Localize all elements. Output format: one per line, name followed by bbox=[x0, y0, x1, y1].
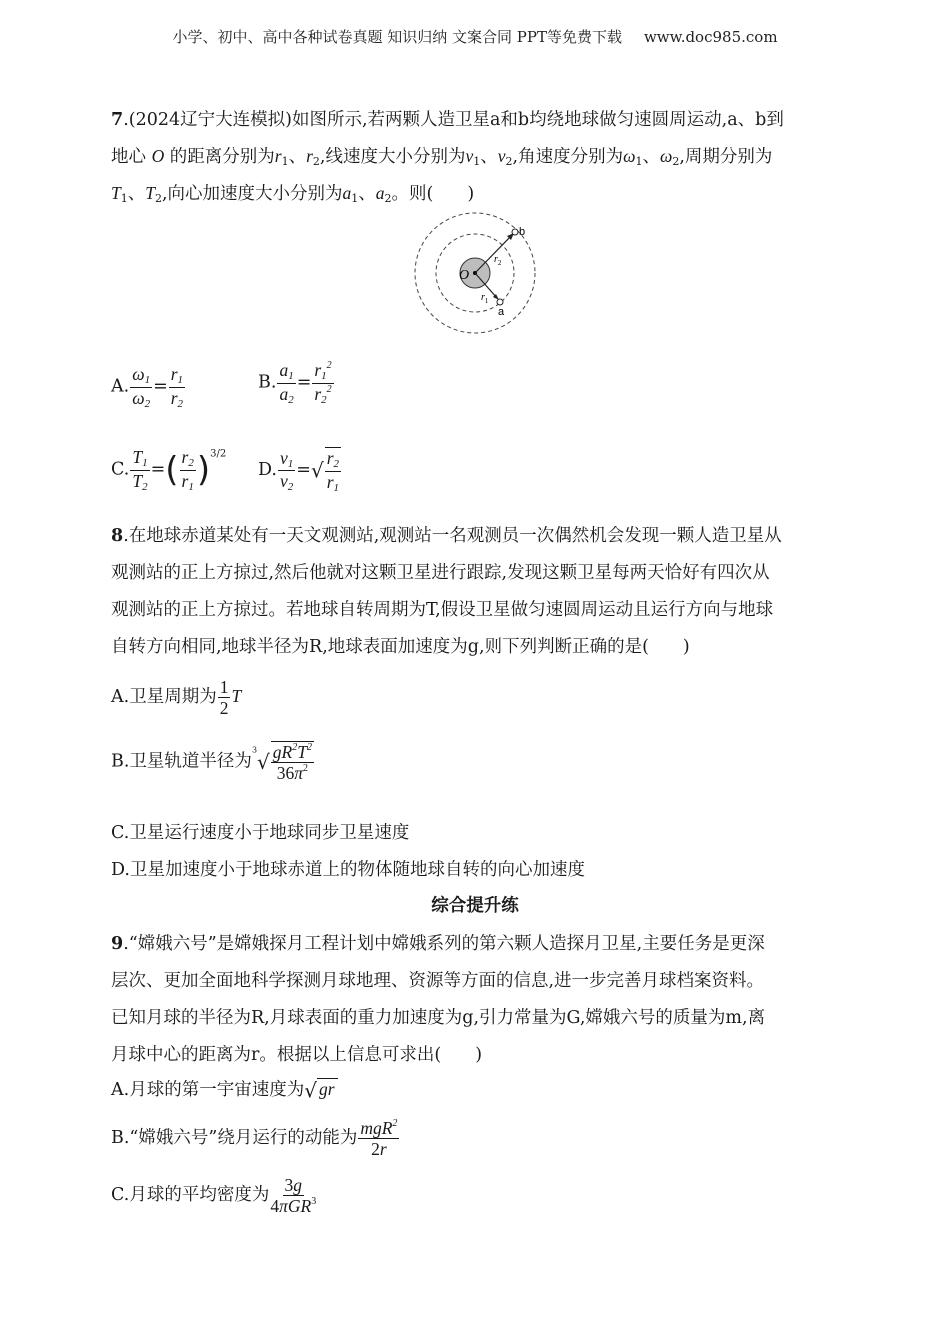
label-b: b bbox=[519, 226, 526, 238]
q9-number: 9 bbox=[111, 934, 124, 954]
q8-option-a[interactable]: A.卫星周期为 $\frac{1}{2}$ T bbox=[111, 677, 242, 719]
q8-line1 bbox=[111, 522, 782, 547]
q7-number: 7 bbox=[111, 110, 124, 130]
section-title: 综合提升练 bbox=[431, 896, 519, 916]
header-url[interactable]: www.doc985.com bbox=[643, 28, 778, 46]
q8-option-d[interactable]: D.卫星加速度小于地球赤道上的物体随地球自转的向心加速度 bbox=[111, 860, 585, 880]
q9-text1: .“嫦娥六号”是嫦娥探月工程计划中嫦娥系列的第六颗人造探月卫星,主要任务是更深 bbox=[123, 934, 765, 954]
q7-option-c[interactable]: C. $\frac{T_1}{T_2}$ =( $\frac{r_2}{r_1}$ )$^{3/2}$ bbox=[111, 447, 227, 493]
label-a: a bbox=[498, 306, 505, 318]
satellite-b bbox=[512, 229, 518, 235]
q7-text2e: ,周期分别为 bbox=[679, 147, 773, 167]
q8-option-c[interactable]: C.卫星运行速度小于地球同步卫星速度 bbox=[111, 823, 410, 843]
q7-text1: .(2024辽宁大连模拟)如图所示,若两颗人造卫星a和b均绕地球做匀速圆周运动,a、b到 bbox=[123, 110, 784, 130]
q7-text2d: ,角速度分别为 bbox=[512, 147, 624, 167]
label-r1: $r_1$ bbox=[481, 292, 489, 305]
q7-text2b: 的距离分别为 bbox=[169, 147, 275, 167]
page-header bbox=[0, 26, 950, 47]
orbit-diagram bbox=[410, 210, 545, 335]
q8-line3: 观测站的正上方掠过。若地球自转周期为T,假设卫星做匀速圆周运动且运行方向与地球 bbox=[111, 600, 774, 620]
q7-text2a: 地心 bbox=[111, 147, 146, 167]
q9-option-a[interactable]: A.月球的第一宇宙速度为√ gr bbox=[111, 1076, 338, 1103]
q9-line1 bbox=[111, 930, 765, 955]
q7-line1 bbox=[111, 106, 784, 131]
satellite-a bbox=[497, 299, 503, 305]
q7-option-b[interactable]: B. $\frac{a_1}{a_2}$ = $\frac{r_1^2}{r_2^2}$ bbox=[258, 360, 332, 406]
q8-number: 8 bbox=[111, 526, 124, 546]
q9-option-c[interactable]: C.月球的平均密度为 $\frac{3g}{4\pi GR^3}$ bbox=[111, 1175, 317, 1217]
q7-line3: $T_1$、$T_2$,向心加速度大小分别为$a_1$、$a_2$。则( ) bbox=[111, 183, 475, 205]
q8-text1: .在地球赤道某处有一天文观测站,观测站一名观测员一次偶然机会发现一颗人造卫星从 bbox=[123, 526, 782, 546]
q7-line2: 地心 O 的距离分别为$r_1$、$r_2$,线速度大小分别为$v_1$、$v_2$,角速度分别为$\omega_1$、$\omega_2$,周期分别为 bbox=[111, 146, 773, 168]
q9-option-b[interactable]: B.“嫦娥六号”绕月运行的动能为 $\frac{mgR^2}{2r}$ bbox=[111, 1118, 398, 1160]
q9-line3: 已知月球的半径为R,月球表面的重力加速度为g,引力常量为G,嫦娥六号的质量为m,离 bbox=[111, 1008, 766, 1028]
q7-text3b: 。则( bbox=[391, 184, 434, 204]
label-r2: $r_2$ bbox=[494, 254, 502, 267]
header-text: 小学、初中、高中各种试卷真题 知识归纳 文案合同 PPT等免费下载 bbox=[172, 28, 622, 46]
q7-option-d[interactable]: D. $\frac{v_1}{v_2}$ =√ $\frac{r_2}{r_1}$ bbox=[258, 447, 339, 494]
q9-line4: 月球中心的距离为r。根据以上信息可求出( ) bbox=[111, 1045, 483, 1065]
q8-line2: 观测站的正上方掠过,然后他就对这颗卫星进行跟踪,发现这颗卫星每两天恰好有四次从 bbox=[111, 563, 770, 583]
q7-text2c: ,线速度大小分别为 bbox=[319, 147, 466, 167]
q7-option-a[interactable]: A. $\frac{\omega_1}{\omega_2}$ = $\frac{r_1}{r_2}$ bbox=[111, 364, 184, 410]
q7-text3a: ,向心加速度大小分别为 bbox=[161, 184, 343, 204]
label-O: O bbox=[459, 268, 470, 283]
q8-line4: 自转方向相同,地球半径为R,地球表面加速度为g,则下列判断正确的是( ) bbox=[111, 637, 690, 657]
q8-option-b[interactable]: B.卫星轨道半径为$^3$√ $\frac{gR^2T^2}{36\pi^2}$ bbox=[111, 742, 312, 784]
q9-line2: 层次、更加全面地科学探测月球地理、资源等方面的信息,进一步完善月球档案资料。 bbox=[111, 971, 765, 991]
